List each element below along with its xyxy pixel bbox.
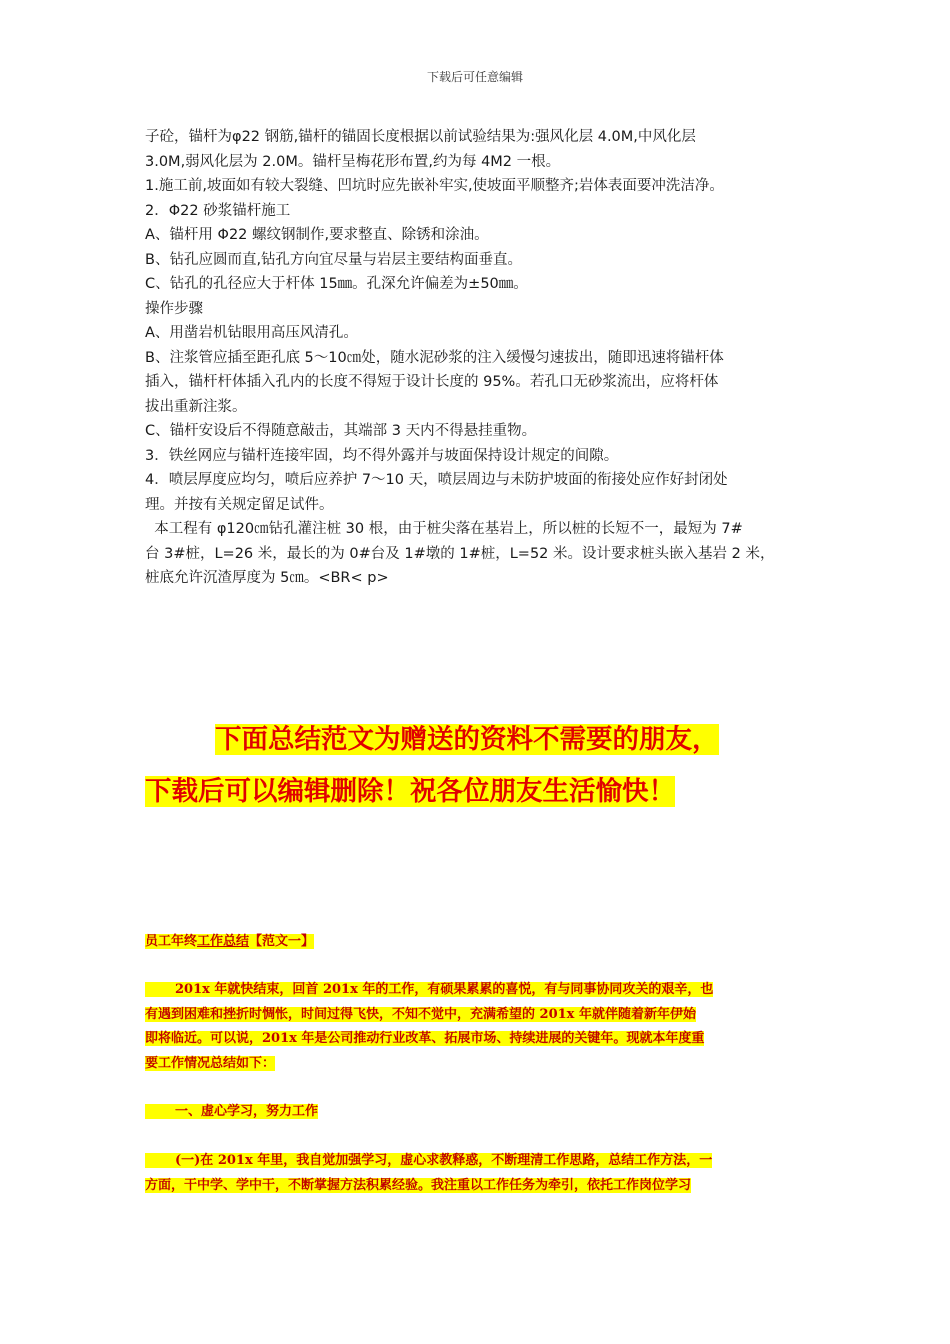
body-line: 4．喷层厚度应均匀，喷后应养护 7～10 天，喷层周边与未防护坡面的衔接处应作好封闭处 — [145, 472, 728, 488]
body-line: 2．Φ22 砂浆锚杆施工 — [145, 202, 291, 219]
essay-line — [145, 1027, 805, 1052]
body-line: 1.施工前,坡面如有较大裂缝、凹坑时应先嵌补牢实,使坡面平顺整齐;岩体表面要冲洗洁净。 — [145, 178, 724, 194]
essay-line-text: 有遇到困难和挫折时惆怅，时间过得飞快，不知不觉中，充满希望的 201x 年就伴随着新年伊始 — [145, 1006, 696, 1022]
essay-title-prefix: 员工年终 — [145, 934, 198, 949]
body-line: 操作步骤 — [145, 300, 203, 317]
essay-title — [145, 930, 805, 955]
gift-notice-text: 下载后可以编辑删除！祝各位朋友生活愉快！ — [145, 776, 675, 807]
body-line: 3.0M,弱风化层为 2.0M。锚杆呈梅花形布置,约为每 4M2 一根。 — [145, 153, 561, 170]
gift-notice-line-1 — [145, 721, 810, 759]
essay-paragraph-2 — [145, 1149, 805, 1198]
body-line: B、注浆管应插至距孔底 5～10㎝处，随水泥砂浆的注入缓慢匀速拔出，随即迅速将锚杆体 — [145, 349, 724, 366]
body-line: 台 3#桩，L=26 米，最长的为 0#台及 1#墩的 1#桩，L=52 米。设计要求桩头嵌入基岩 2 米， — [145, 545, 775, 562]
essay-line — [145, 1174, 805, 1199]
body-line: 桩底允许沉渣厚度为 5㎝。<BR< p> — [145, 570, 389, 586]
body-line: 子砼，锚杆为φ22 钢筋,锚杆的锚固长度根据以前试验结果为:强风化层 4.0M,中风化层 — [145, 129, 696, 145]
essay-line — [145, 1149, 805, 1174]
gift-notice-line-2 — [145, 773, 810, 811]
body-line: 3．铁丝网应与锚杆连接牢固，均不得外露并与坡面保持设计规定的间隙。 — [145, 447, 619, 464]
body-text — [145, 125, 810, 591]
essay-line — [145, 978, 805, 1003]
essay-line-text: 要工作情况总结如下： — [145, 1055, 276, 1071]
essay-line-text: 即将临近。可以说，201x 年是公司推动行业改革、拓展市场、持续进展的关键年。现就本年度重 — [145, 1031, 705, 1046]
body-line: 本工程有 φ120㎝钻孔灌注桩 30 根，由于桩尖落在基岩上，所以桩的长短不一，最短为 7# — [145, 521, 743, 537]
body-line: A、锚杆用 Φ22 螺纹钢制作,要求整直、除锈和涂油。 — [145, 227, 489, 243]
essay-line — [145, 1052, 805, 1077]
body-line: 拔出重新注浆。 — [145, 398, 247, 415]
essay-line-text: (一)在 201x 年里，我自觉加强学习，虚心求教释惑，不断理清工作思路，总结工作方法，一 — [175, 1153, 713, 1168]
essay-heading-1 — [145, 1100, 805, 1125]
essay-line — [145, 1003, 805, 1028]
body-line: A、用凿岩机钻眼用高压风清孔。 — [145, 325, 358, 341]
body-line: 插入，锚杆杆体插入孔内的长度不得短于设计长度的 95%。若孔口无砂浆流出，应将杆体 — [145, 374, 719, 390]
essay-title-suffix: 【范文一】 — [249, 934, 315, 949]
body-line: C、锚杆安设后不得随意敲击，其端部 3 天内不得悬挂重物。 — [145, 423, 537, 439]
page-header: 下载后可任意编辑 — [426, 70, 523, 84]
body-line: B、钻孔应圆而直,钻孔方向宜尽量与岩层主要结构面垂直。 — [145, 251, 523, 268]
essay-line-text: 201x 年就快结束，回首 201x 年的工作，有硕果累累的喜悦，有与同事协同攻关的艰辛，也 — [175, 982, 714, 997]
body-line: C、钻孔的孔径应大于杆体 15㎜。孔深允许偏差为±50㎜。 — [145, 276, 528, 292]
essay-line-text: 方面，干中学、学中干，不断掌握方法积累经验。我注重以工作任务为牵引，依托工作岗位学习 — [145, 1177, 692, 1193]
body-line: 理。并按有关规定留足试件。 — [145, 496, 334, 513]
gift-notice-text: 下面总结范文为赠送的资料不需要的朋友， — [215, 724, 719, 755]
essay-heading-text: 一、虚心学习，努力工作 — [175, 1104, 319, 1119]
essay-paragraph-1 — [145, 978, 805, 1076]
essay-title-link[interactable]: 工作总结 — [197, 934, 250, 949]
